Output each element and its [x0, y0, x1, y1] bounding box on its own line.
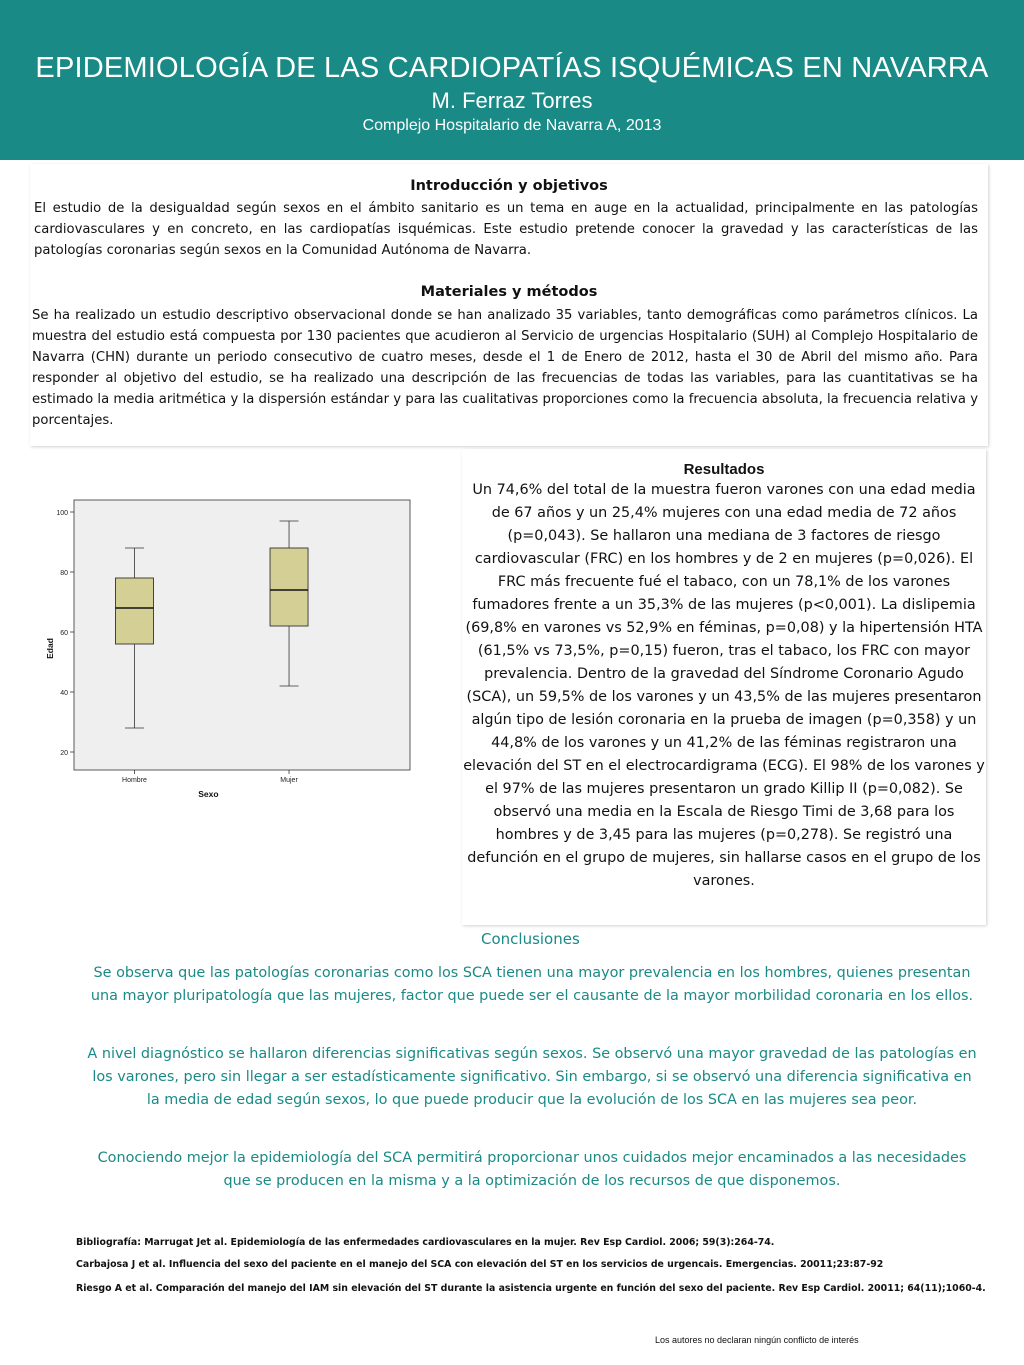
boxplot-svg — [30, 490, 430, 810]
y-tick-label: 40 — [60, 690, 68, 697]
intro-heading: Introducción y objetivos — [410, 178, 608, 194]
conflict-of-interest-note: Los autores no declaran ningún conflicto de interés — [655, 1335, 859, 1345]
intro-methods-panel — [30, 164, 988, 446]
poster-institution: Complejo Hospitalario de Navarra A, 2013 — [362, 117, 662, 134]
y-axis-label: Edad — [45, 638, 55, 659]
reference-3: Riesgo A et al. Comparación del manejo del IAM sin elevación del ST durante la asistencia urgente en función del sexo del paciente. Rev Esp Cardiol. 20011; 64(11);1060-4. — [76, 1283, 986, 1294]
intro-text: El estudio de la desigualdad según sexos en el ámbito sanitario es un tema en auge en la actualidad, principalmente en las patologías cardiovasculares y en concreto, en las cardiopatías isquémicas. Este estudio pretende conocer la gravedad y las características de las patologías coronarias según sexos en la Comunidad Autónoma de Navarra. — [34, 201, 978, 258]
reference-2: Carbajosa J et al. Influencia del sexo del paciente en el manejo del SCA con elevación del ST en los servicios de urgencais. Emergencias. 20011;23:87-92 — [76, 1259, 884, 1270]
x-tick-label: Hombre — [122, 777, 147, 784]
poster-author: M. Ferraz Torres — [431, 88, 593, 113]
conclusion-paragraph-1: Se observa que las patologías coronarias como los SCA tienen una mayor prevalencia en los hombres, quienes presentan una mayor pluripatología que las mujeres, factor que puede ser el causante de la mayor morbilidad coronaria en los ellos. — [90, 965, 974, 1004]
results-heading: Resultados — [683, 461, 765, 478]
y-tick-label: 20 — [60, 750, 68, 757]
box-hombre — [115, 578, 153, 644]
reference-1: Bibliografía: Marrugat Jet al. Epidemiología de las enfermedades cardiovasculares en la mujer. Rev Esp Cardiol. 2006; 59(3):264-74. — [76, 1237, 775, 1248]
results-panel — [462, 449, 986, 925]
methods-heading: Materiales y métodos — [420, 284, 598, 300]
results-text: Un 74,6% del total de la muestra fueron varones con una edad media de 67 años y un 25,4% mujeres con una edad media de 72 años (p=0,043). Se hallaron una mediana de 3 factores de riesgo cardiovascular (FRC) en los hombres y de 2 en mujeres (p=0,026). El FRC más frecuente fué el tabaco, con un 78,1% de los varones fumadores frente a un 35,3% de las mujeres (p<0,001). La dislipemia (69,8% en varones vs 52,9% en féminas, p=0,08) y la hipertensión HTA (61,5% vs 73,5%, p=0,15) fueron, tras el tabaco, los FRC con mayor prevalencia. Dentro de la gravedad del Síndrome Coronario Agudo (SCA), un 59,5% de los varones y un 43,5% de las mujeres presentaron algún tipo de lesión coronaria en la prueba de imagen (p=0,358) y un 44,8% de los varones y un 41,2% de las féminas registraron una elevación del ST en el electrocardigrama (ECG). El 98% de los varones y el 97% de las mujeres presentaron un grado Killip II (p=0,082). Se observó una media en la Escala de Riesgo Timi de 3,68 para los hombres y de 3,45 para las mujeres (p=0,278). Se registró una defunción en el grupo de mujeres, sin hallarse casos en el grupo de los varones. — [463, 482, 985, 889]
conclusion-paragraph-3: Conociendo mejor la epidemiología del SCA permitirá proporcionar unos cuidados mejor encaminados a las necesidades que se producen en la misma y a la optimización de los recursos de que disponemos. — [97, 1150, 967, 1189]
poster-header — [0, 0, 1024, 160]
y-tick-label: 60 — [60, 630, 68, 637]
methods-text: Se ha realizado un estudio descriptivo observacional donde se han analizado 35 variables, tanto demográficas como parámetros clínicos. La muestra del estudio está compuesta por 130 pacientes que acudieron al Servicio de urgencias Hospitalario (SUH) al Complejo Hospitalario de Navarra (CHN) durante un periodo consecutivo de cuatro meses, desde el 1 de Enero de 2012, hasta el 30 de Abril del mismo año. Para responder al objetivo del estudio, se ha realizado una descripción de las frecuencias de todas las variables, para las cuantitativas se ha estimado la media aritmética y la dispersión estándar y para las cualitativas proporciones como la frecuencia absoluta, la frecuencia relativa y porcentajes. — [32, 308, 978, 428]
poster-title: EPIDEMIOLOGÍA DE LAS CARDIOPATÍAS ISQUÉMICAS EN NAVARRA — [35, 52, 989, 84]
x-axis-label: Sexo — [198, 789, 219, 799]
age-by-sex-boxplot — [30, 490, 430, 810]
conclusion-paragraph-2: A nivel diagnóstico se hallaron diferencias significativas según sexos. Se observó una mayor gravedad de las patologías en los varones, pero sin llegar a ser estadísticamente significativo. Sin embargo, si se observó una diferencia significativa en la media de edad según sexos, lo que puede producir que la evolución de los SCA en las mujeres sea peor. — [87, 1046, 977, 1108]
y-tick-label: 80 — [60, 570, 68, 577]
box-mujer — [270, 548, 308, 626]
y-tick-label: 100 — [56, 510, 68, 517]
x-tick-label: Mujer — [280, 777, 298, 784]
conclusions-heading: Conclusiones — [481, 930, 580, 948]
